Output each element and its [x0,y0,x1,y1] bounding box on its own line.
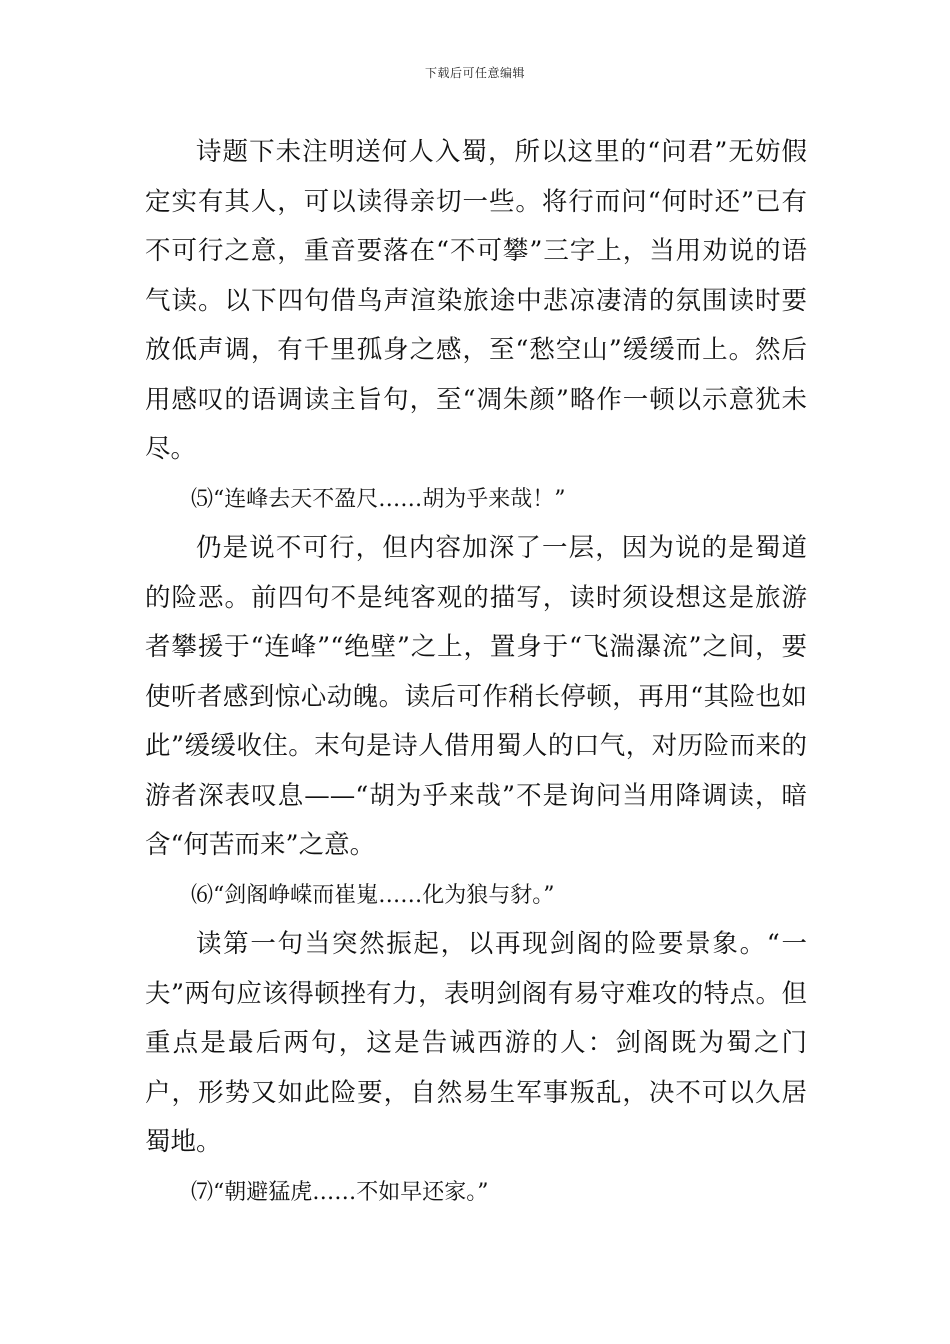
section-heading-6: ⑹“剑阁峥嵘而崔嵬……化为狼与豺。” [191,882,555,908]
paragraph-reading-guide-6: 读第一句当突然振起，以再现剑阁的险要景象。“一夫”两句应该得顿挫有力，表明剑阁有易守难攻的特点。但重点是最后两句，这是告诫西游的人：剑阁既为蜀之门户，形势又如此险要，自然易生军事叛乱，决不可以久居蜀地。 [145,929,807,1157]
paragraph-reading-guide-5: 仍是说不可行，但内容加深了一层，因为说的是蜀道的险恶。前四句不是纯客观的描写，读时须设想这是旅游者攀援于“连峰”“绝壁”之上，置身于“飞湍瀑流”之间，要使听者感到惊心动魄。读后可作稍长停顿，再用“其险也如此”缓缓收住。末句是诗人借用蜀人的口气，对历险而来的游者深表叹息——“胡为乎来哉”不是询问当用降调读，暗含“何苦而来”之意。 [145,533,807,860]
document-body [145,128,807,1217]
paragraph-reading-guide-4: 诗题下未注明送何人入蜀，所以这里的“问君”无妨假定实有其人，可以读得亲切一些。将行而问“何时还”已有不可行之意，重音要落在“不可攀”三字上，当用劝说的语气读。以下四句借鸟声渲染旅途中悲凉凄清的氛围读时要放低声调，有千里孤身之感，至“愁空山”缓缓而上。然后用感叹的语调读主旨句，至“凋朱颜”略作一顿以示意犹未尽。 [145,137,807,464]
section-heading-5: ⑸“连峰去天不盈尺……胡为乎来哉！” [191,486,566,512]
page-header: 下载后可任意编辑 [424,66,525,80]
section-heading-7: ⑺“朝避猛虎……不如早还家。” [191,1179,489,1205]
